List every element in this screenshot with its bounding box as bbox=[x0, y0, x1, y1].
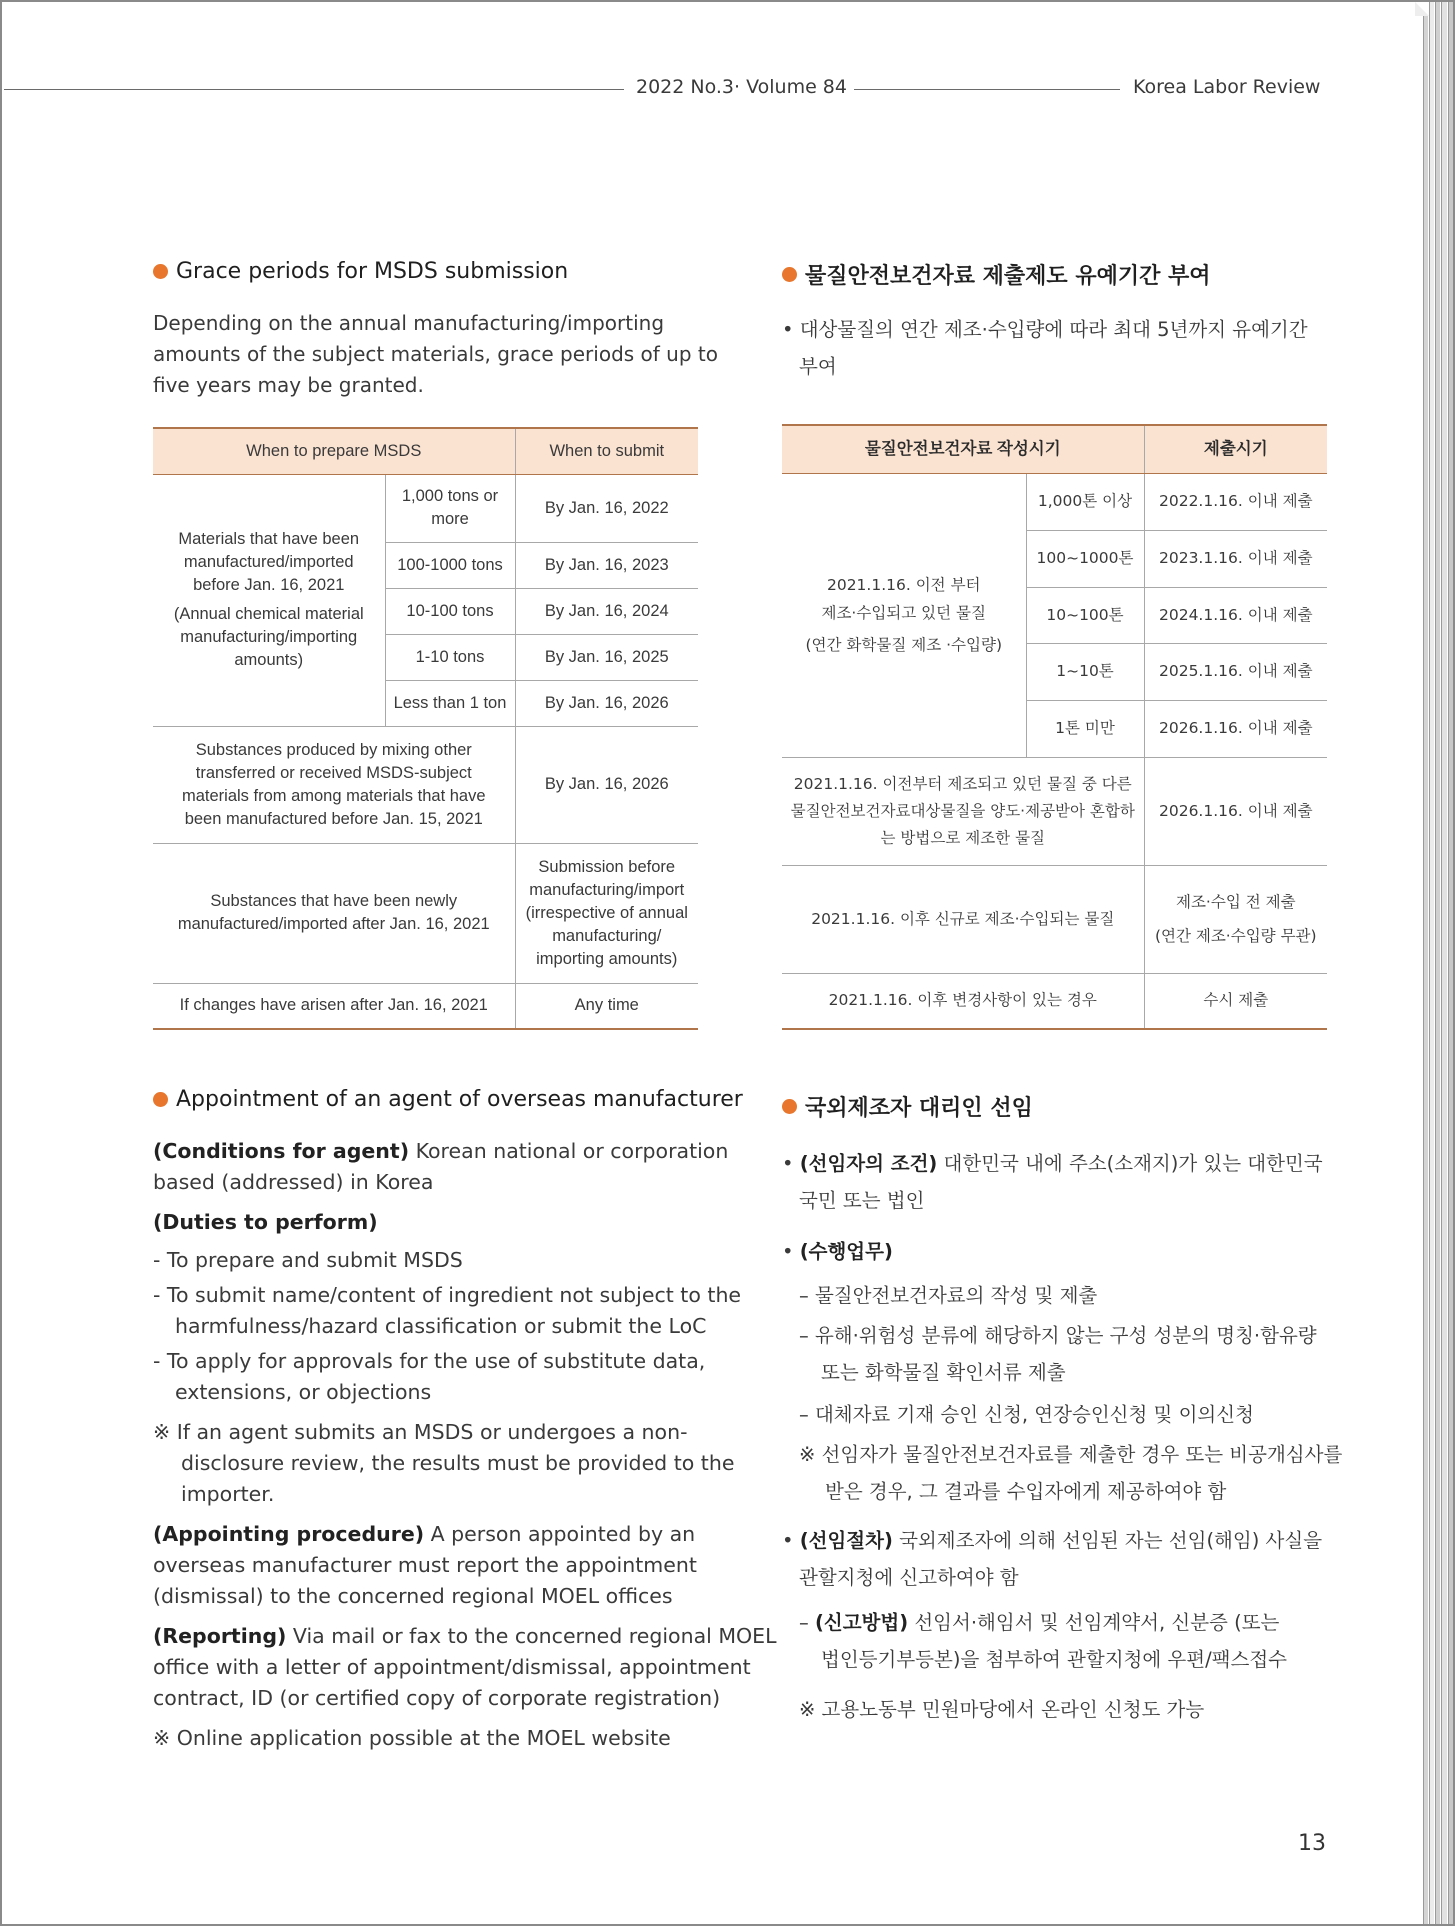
header-rule-middle bbox=[854, 89, 1120, 90]
dash: – bbox=[799, 1611, 815, 1634]
intro-line: 부여 bbox=[799, 355, 837, 378]
table-row bbox=[153, 474, 698, 542]
new-deadline-2: (연간 제조·수입량 무관) bbox=[1154, 927, 1317, 945]
bullet: • bbox=[782, 1240, 800, 1263]
table-row bbox=[153, 843, 698, 983]
note-line: ※ If an agent submits an MSDS or undergoes a non- bbox=[153, 1420, 688, 1444]
note-line: disclosure review, the results must be provided to the bbox=[181, 1451, 735, 1475]
new-deadline-cell bbox=[1144, 865, 1327, 973]
header-journal: Korea Labor Review bbox=[1133, 76, 1321, 98]
group1-label-cell bbox=[782, 473, 1026, 757]
table-row bbox=[782, 757, 1327, 865]
bullet-dot-icon bbox=[782, 267, 797, 282]
duty-item-cont: 또는 화학물질 확인서류 제출 bbox=[821, 1361, 1066, 1384]
label-procedure: (선임절차) bbox=[799, 1529, 893, 1552]
col-when-prepare: When to prepare MSDS bbox=[153, 428, 515, 474]
note-line: ※ 선임자가 물질안전보건자료를 제출한 경우 또는 비공개심사를 bbox=[799, 1443, 1343, 1466]
text-line: 법인등기부등본)을 첨부하여 관할지청에 우편/팩스접수 bbox=[821, 1648, 1288, 1671]
header-issue: 2022 No.3· Volume 84 bbox=[636, 76, 847, 98]
agent-conditions-en bbox=[153, 1139, 728, 1163]
agent-procedure-en bbox=[153, 1522, 695, 1546]
table-row bbox=[782, 865, 1327, 973]
bullet: • bbox=[782, 1529, 800, 1552]
text: 국외제조자에 의해 선임된 자는 선임(해임) 사실을 bbox=[892, 1529, 1323, 1552]
grace-table-ko bbox=[782, 424, 1327, 1030]
tier-deadline: 2026.1.16. 이내 제출 bbox=[1144, 700, 1327, 757]
text: 대한민국 내에 주소(소재지)가 있는 대한민국 bbox=[937, 1152, 1323, 1175]
heading-text: 국외제조자 대리인 선임 bbox=[805, 1096, 1033, 1121]
tier-deadline: By Jan. 16, 2026 bbox=[515, 680, 698, 726]
tier-amount: 10-100 tons bbox=[385, 588, 515, 634]
text-line: office with a letter of appointment/dismissal, appointment bbox=[153, 1655, 751, 1679]
table-row bbox=[153, 726, 698, 843]
heading-text: Appointment of an agent of overseas manufacturer bbox=[176, 1087, 743, 1112]
table-header-row bbox=[782, 425, 1327, 473]
label-conditions: (선임자의 조건) bbox=[799, 1152, 938, 1175]
grace-intro-ko bbox=[782, 311, 1330, 385]
changes-label: If changes have arisen after Jan. 16, 2021 bbox=[153, 983, 515, 1029]
agent-duties-ko bbox=[782, 1236, 893, 1264]
duty-item-cont: extensions, or objections bbox=[175, 1380, 432, 1404]
page-stack-edge bbox=[1435, 2, 1440, 1924]
mixed-deadline: By Jan. 16, 2026 bbox=[515, 726, 698, 843]
tier-amount: 100~1000톤 bbox=[1026, 530, 1144, 587]
tier-amount: 1,000톤 이상 bbox=[1026, 473, 1144, 530]
page-corner-fold bbox=[1415, 2, 1429, 16]
page-stack-edge bbox=[1429, 2, 1434, 1924]
group1-label: Materials that have been manufactured/imported before Jan. 16, 2021 bbox=[178, 530, 360, 594]
header-rule-left bbox=[4, 89, 624, 90]
duty-item-cont: harmfulness/hazard classification or submit the LoC bbox=[175, 1314, 707, 1338]
text-line: based (addressed) in Korea bbox=[153, 1170, 434, 1194]
text-line: 국민 또는 법인 bbox=[799, 1189, 925, 1212]
table-header-row bbox=[153, 428, 698, 474]
agent-reporting-ko bbox=[799, 1607, 1279, 1635]
tier-deadline: By Jan. 16, 2023 bbox=[515, 542, 698, 588]
changes-label: 2021.1.16. 이후 변경사항이 있는 경우 bbox=[782, 973, 1144, 1029]
section-heading-grace-en bbox=[153, 259, 568, 284]
group1-label-cell bbox=[153, 474, 385, 726]
page-number: 13 bbox=[1298, 1831, 1326, 1856]
tier-deadline: By Jan. 16, 2024 bbox=[515, 588, 698, 634]
mixed-label: Substances produced by mixing other transferred or received MSDS-subject materials from among materials that have been manufactured before Jan. 15, 2021 bbox=[153, 726, 515, 843]
note-line: 받은 경우, 그 결과를 수입자에게 제공하여야 함 bbox=[825, 1480, 1227, 1503]
online-note-ko: ※ 고용노동부 민원마당에서 온라인 신청도 가능 bbox=[799, 1698, 1205, 1721]
intro-line: Depending on the annual manufacturing/importing bbox=[153, 311, 665, 335]
col-when-prepare: 물질안전보건자료 작성시기 bbox=[782, 425, 1144, 473]
new-label: 2021.1.16. 이후 신규로 제조·수입되는 물질 bbox=[782, 865, 1144, 973]
duty-item: – 대체자료 기재 승인 신청, 연장승인신청 및 이의신청 bbox=[799, 1403, 1254, 1426]
table-row bbox=[782, 473, 1327, 530]
new-deadline: Submission before manufacturing/import (irrespective of annual manufacturing/ importing amounts) bbox=[515, 843, 698, 983]
text: Korean national or corporation bbox=[409, 1139, 729, 1163]
grace-table-en bbox=[153, 427, 698, 1030]
label-reporting: (신고방법) bbox=[814, 1611, 909, 1634]
bullet: • bbox=[782, 1152, 800, 1175]
changes-deadline: Any time bbox=[515, 983, 698, 1029]
tier-amount: Less than 1 ton bbox=[385, 680, 515, 726]
tier-amount: 1-10 tons bbox=[385, 634, 515, 680]
tier-deadline: 2023.1.16. 이내 제출 bbox=[1144, 530, 1327, 587]
text-line: (dismissal) to the concerned regional MOEL offices bbox=[153, 1584, 673, 1608]
intro-line: • 대상물질의 연간 제조·수입량에 따라 최대 5년까지 유예기간 bbox=[782, 318, 1308, 341]
section-heading-agent-en bbox=[153, 1087, 743, 1112]
label-duties: (수행업무) bbox=[799, 1240, 893, 1263]
tier-amount: 1,000 tons or more bbox=[385, 474, 515, 542]
tier-deadline: By Jan. 16, 2022 bbox=[515, 474, 698, 542]
group1-label-2: 제조·수입되고 있던 물질 bbox=[821, 604, 986, 622]
heading-text: Grace periods for MSDS submission bbox=[176, 259, 569, 284]
text: Via mail or fax to the concerned regional MOEL bbox=[286, 1624, 777, 1648]
duty-item: – 물질안전보건자료의 작성 및 제출 bbox=[799, 1284, 1098, 1307]
tier-deadline: 2022.1.16. 이내 제출 bbox=[1144, 473, 1327, 530]
text-line: contract, ID (or certified copy of corporate registration) bbox=[153, 1686, 721, 1710]
group1-label-1: 2021.1.16. 이전 부터 bbox=[826, 576, 981, 594]
tier-amount: 1톤 미만 bbox=[1026, 700, 1144, 757]
table-row bbox=[153, 983, 698, 1029]
text: A person appointed by an bbox=[424, 1522, 696, 1546]
tier-deadline: By Jan. 16, 2025 bbox=[515, 634, 698, 680]
group1-sub: (연간 화학물질 제조 ·수입량) bbox=[805, 636, 1002, 654]
grace-intro-en bbox=[153, 308, 718, 401]
new-label: Substances that have been newly manufactured/imported after Jan. 16, 2021 bbox=[153, 843, 515, 983]
page-stack-edge bbox=[1423, 2, 1428, 1924]
group1-sub: (Annual chemical material manufacturing/importing amounts) bbox=[173, 605, 364, 669]
mixed-label: 2021.1.16. 이전부터 제조되고 있던 물질 중 다른 물질안전보건자료대상물질을 양도·제공받아 혼합하는 방법으로 제조한 물질 bbox=[782, 757, 1144, 865]
bullet-dot-icon bbox=[782, 1099, 797, 1114]
agent-reporting-en bbox=[153, 1624, 777, 1648]
col-when-submit: 제출시기 bbox=[1144, 425, 1327, 473]
new-deadline-1: 제조·수입 전 제출 bbox=[1175, 893, 1296, 911]
col-when-submit: When to submit bbox=[515, 428, 698, 474]
agent-procedure-ko bbox=[782, 1525, 1322, 1553]
duty-item: – 유해·위험성 분류에 해당하지 않는 구성 성분의 명칭·함유량 bbox=[799, 1324, 1317, 1347]
tier-deadline: 2025.1.16. 이내 제출 bbox=[1144, 643, 1327, 700]
label-procedure: (Appointing procedure) bbox=[153, 1522, 425, 1546]
duty-item: - To submit name/content of ingredient not subject to the bbox=[153, 1283, 742, 1307]
tier-amount: 100-1000 tons bbox=[385, 542, 515, 588]
page-stack-edge bbox=[1448, 2, 1453, 1924]
online-note-en: ※ Online application possible at the MOEL website bbox=[153, 1726, 671, 1750]
section-heading-agent-ko bbox=[782, 1091, 1033, 1122]
note-line: importer. bbox=[181, 1482, 275, 1506]
tier-amount: 1~10톤 bbox=[1026, 643, 1144, 700]
agent-conditions-ko bbox=[782, 1148, 1323, 1176]
table-row bbox=[782, 973, 1327, 1029]
bullet-dot-icon bbox=[153, 264, 168, 279]
page-stack-edge bbox=[1441, 2, 1447, 1924]
mixed-deadline: 2026.1.16. 이내 제출 bbox=[1144, 757, 1327, 865]
section-heading-grace-ko bbox=[782, 259, 1211, 290]
text-line: overseas manufacturer must report the appointment bbox=[153, 1553, 697, 1577]
intro-line: amounts of the subject materials, grace periods of up to bbox=[153, 342, 718, 366]
label-reporting: (Reporting) bbox=[153, 1624, 287, 1648]
intro-line: five years may be granted. bbox=[153, 373, 424, 397]
tier-deadline: 2024.1.16. 이내 제출 bbox=[1144, 587, 1327, 643]
duty-item: - To apply for approvals for the use of substitute data, bbox=[153, 1349, 706, 1373]
heading-text: 물질안전보건자료 제출제도 유예기간 부여 bbox=[805, 264, 1211, 289]
text-line: 관할지청에 신고하여야 함 bbox=[799, 1566, 1019, 1589]
duty-item: - To prepare and submit MSDS bbox=[153, 1248, 463, 1272]
label-conditions: (Conditions for agent) bbox=[153, 1139, 410, 1163]
changes-deadline: 수시 제출 bbox=[1144, 973, 1327, 1029]
label-duties: (Duties to perform) bbox=[153, 1210, 378, 1234]
tier-amount: 10~100톤 bbox=[1026, 587, 1144, 643]
bullet-dot-icon bbox=[153, 1092, 168, 1107]
text: 선임서·해임서 및 선임계약서, 신분증 (또는 bbox=[908, 1611, 1280, 1634]
